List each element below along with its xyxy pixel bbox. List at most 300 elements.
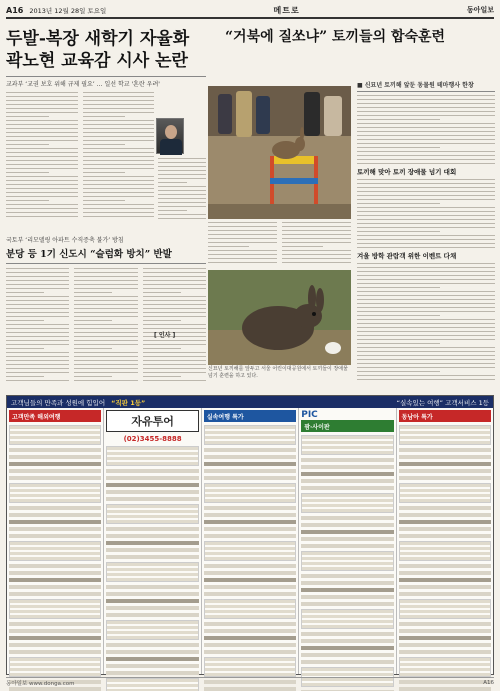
ad-text-row — [9, 455, 101, 459]
text-line — [74, 348, 112, 349]
text-line — [83, 216, 155, 217]
ad-col5-head: 동남아 특가 — [399, 410, 491, 422]
text-line — [74, 292, 112, 293]
text-line — [6, 156, 78, 157]
ad-text-row — [399, 469, 491, 473]
ad-text-row — [9, 592, 101, 596]
ad-text-row — [301, 602, 393, 606]
ad-text-row — [399, 534, 491, 538]
ad-column-5 — [397, 408, 493, 674]
sub-article-body — [6, 268, 206, 386]
ad-text-row — [399, 592, 491, 596]
text-line — [83, 148, 155, 149]
text-line — [83, 200, 126, 201]
ad-text-row — [301, 544, 393, 548]
text-line — [83, 188, 155, 189]
section-title: 메트로 — [273, 5, 300, 15]
text-line — [6, 368, 69, 369]
text-line — [357, 191, 495, 192]
ad-text-row — [9, 636, 101, 640]
advertisement-section — [6, 395, 494, 675]
text-line — [158, 182, 187, 183]
text-line — [357, 115, 495, 116]
text-line — [357, 367, 495, 368]
photo-caption: 신묘년 토끼해를 앞두고 서울 어린이대공원에서 토끼들이 장애물 넘기 훈련을 하고 있다. — [208, 366, 348, 379]
text-line — [74, 272, 137, 273]
text-line — [83, 212, 155, 213]
text-line — [158, 158, 206, 159]
text-line — [158, 186, 206, 187]
ad-text-row — [9, 571, 101, 575]
ad-text-row — [301, 588, 393, 592]
ad-text-row — [399, 636, 491, 640]
text-line — [357, 151, 495, 152]
ad-text-row — [399, 687, 491, 691]
text-line — [6, 372, 69, 373]
text-line — [208, 234, 277, 235]
ad-col5-list — [399, 425, 491, 691]
text-line — [83, 128, 155, 129]
text-line — [6, 296, 69, 297]
feature-body-top — [208, 222, 351, 266]
text-line — [6, 332, 69, 333]
feature-text-3 — [357, 263, 495, 380]
text-line — [74, 296, 137, 297]
ad-text-row — [9, 687, 101, 691]
ad-price-block — [399, 425, 491, 445]
text-line — [6, 140, 78, 141]
ad-text-row — [204, 592, 296, 596]
ad-text-row — [399, 585, 491, 589]
text-line — [83, 156, 155, 157]
text-line — [6, 316, 69, 317]
columnist-photo — [156, 118, 184, 154]
text-line — [74, 356, 137, 357]
text-line — [282, 254, 351, 255]
ad-text-row — [9, 448, 101, 452]
ad-text-row — [399, 650, 491, 654]
ad-price-block — [301, 551, 393, 571]
ad-price-block — [9, 483, 101, 503]
rabbit-jump-illustration — [208, 86, 351, 219]
ad-text-row — [106, 469, 198, 473]
ad-column-4 — [299, 408, 396, 674]
ad-price-block — [399, 541, 491, 561]
ad-price-block — [9, 541, 101, 561]
ad-text-row — [204, 455, 296, 459]
text-line — [6, 128, 78, 129]
text-line — [158, 170, 206, 171]
text-line — [6, 352, 69, 353]
text-line — [357, 187, 495, 188]
text-line — [83, 108, 155, 109]
sub-body-col-3 — [143, 268, 206, 386]
text-line — [357, 203, 440, 204]
text-line — [357, 355, 495, 356]
ad-columns — [7, 408, 493, 674]
text-line — [143, 344, 206, 345]
text-line — [357, 311, 495, 312]
text-line — [143, 292, 181, 293]
text-line — [143, 312, 206, 313]
text-line — [357, 363, 495, 364]
text-line — [357, 275, 495, 276]
ad-strip-highlight: “직판 1등” — [111, 398, 146, 407]
text-line — [6, 116, 49, 117]
page-number: A16 — [6, 5, 24, 15]
ad-price-block — [106, 562, 198, 582]
text-line — [83, 176, 155, 177]
ad-text-row — [301, 479, 393, 483]
ad-text-row — [106, 527, 198, 531]
text-line — [6, 192, 78, 193]
ad-brand-logo: 자유투어 — [106, 410, 198, 432]
ad-pic-tag: PIC — [301, 410, 318, 420]
text-line — [6, 208, 78, 209]
text-line — [357, 271, 495, 272]
text-line — [357, 143, 495, 144]
ad-text-row — [204, 527, 296, 531]
ad-column-3 — [202, 408, 299, 674]
text-line — [6, 216, 78, 217]
text-line — [6, 340, 69, 341]
ad-text-row — [399, 564, 491, 568]
ad-banner-strip — [7, 396, 493, 408]
text-line — [357, 287, 440, 288]
ad-text-row — [399, 643, 491, 647]
text-line — [357, 279, 495, 280]
feature-side-column — [357, 80, 495, 383]
ad-text-row — [204, 513, 296, 517]
ad-text-row — [301, 472, 393, 476]
ad-text-row — [9, 520, 101, 524]
text-line — [6, 272, 69, 273]
text-line — [6, 380, 69, 381]
text-line — [6, 136, 78, 137]
text-line — [282, 222, 351, 223]
text-line — [357, 295, 495, 296]
ad-text-row — [106, 585, 198, 589]
ad-col4-list — [301, 435, 393, 691]
text-line — [74, 284, 137, 285]
text-line — [6, 180, 78, 181]
ad-strip-left: 고객님들의 만족과 성원에 힘입어 — [11, 398, 106, 407]
text-line — [143, 308, 206, 309]
text-line — [357, 219, 495, 220]
text-line — [83, 116, 126, 117]
text-line — [143, 356, 206, 357]
text-line — [357, 359, 495, 360]
ad-text-row — [301, 574, 393, 578]
ad-text-row — [301, 646, 393, 650]
text-line — [158, 210, 187, 211]
text-line — [74, 276, 137, 277]
text-line — [357, 107, 495, 108]
text-line — [208, 258, 277, 259]
text-line — [143, 280, 206, 281]
text-line — [6, 196, 78, 197]
text-line — [74, 352, 137, 353]
text-line — [74, 364, 137, 365]
text-line — [6, 184, 78, 185]
ad-text-row — [301, 595, 393, 599]
text-line — [6, 292, 44, 293]
text-line — [6, 132, 78, 133]
text-line — [74, 376, 112, 377]
ad-text-row — [204, 520, 296, 524]
portrait-face — [165, 125, 177, 139]
text-line — [74, 312, 137, 313]
text-line — [74, 288, 137, 289]
ad-text-row — [106, 643, 198, 647]
text-line — [143, 364, 206, 365]
ad-text-row — [106, 599, 198, 603]
text-line — [158, 166, 206, 167]
text-line — [6, 152, 78, 153]
text-line — [6, 284, 69, 285]
text-line — [6, 172, 49, 173]
text-line — [143, 272, 206, 273]
text-line — [143, 348, 181, 349]
text-line — [357, 239, 495, 240]
ad-text-row — [204, 571, 296, 575]
ad-phone-number: (02)3455-8888 — [123, 435, 182, 443]
text-line — [143, 276, 206, 277]
ad-text-row — [9, 527, 101, 531]
ad-text-row — [204, 578, 296, 582]
text-line — [83, 112, 155, 113]
ad-strip-right: “실속있는 여행” 고객서비스 1등 — [396, 398, 489, 407]
text-line — [6, 112, 78, 113]
ad-col2-list — [106, 446, 198, 691]
text-line — [357, 227, 495, 228]
text-line — [74, 268, 137, 269]
issue-date: 2013년 12월 28일 토요일 — [29, 6, 107, 15]
text-line — [74, 308, 137, 309]
text-line — [6, 312, 69, 313]
ad-text-row — [399, 629, 491, 633]
ad-text-row — [9, 534, 101, 538]
ad-text-row — [106, 490, 198, 494]
ad-price-block — [9, 657, 101, 677]
main-subhead: 교과부 ‘교권 보호 위해 규제 필요’ … 일선 학교 '혼란 우려' — [6, 76, 206, 88]
text-line — [83, 172, 126, 173]
ad-text-row — [301, 660, 393, 664]
text-line — [74, 316, 137, 317]
text-line — [6, 288, 69, 289]
text-line — [357, 159, 495, 160]
ad-text-row — [204, 534, 296, 538]
ad-column-1 — [7, 408, 104, 674]
text-line — [357, 223, 495, 224]
top-rule — [6, 17, 494, 19]
text-line — [208, 262, 277, 263]
text-line — [357, 375, 495, 376]
text-line — [143, 328, 206, 329]
ad-text-row — [399, 455, 491, 459]
main-headline — [6, 28, 201, 72]
ad-price-block — [106, 504, 198, 524]
ad-text-row — [106, 657, 198, 661]
ad-text-row — [106, 497, 198, 501]
text-line — [282, 230, 351, 231]
ad-price-block — [399, 599, 491, 619]
text-line — [357, 331, 495, 332]
body-column-1 — [6, 92, 78, 222]
text-line — [143, 288, 206, 289]
text-line — [282, 250, 351, 251]
text-line — [6, 124, 78, 125]
feature-text-2 — [357, 179, 495, 248]
ad-text-row — [106, 671, 198, 675]
ad-text-row — [301, 581, 393, 585]
ad-price-block — [204, 483, 296, 503]
text-line — [83, 144, 126, 145]
text-line — [158, 190, 206, 191]
text-line — [83, 136, 155, 137]
feature-body-col-2 — [282, 222, 351, 266]
text-line — [143, 352, 206, 353]
brand-name: 동아일보 — [466, 6, 494, 14]
ad-text-row — [204, 622, 296, 626]
masthead — [6, 4, 494, 16]
sub-body-col-1 — [6, 268, 69, 386]
text-line — [6, 344, 69, 345]
text-line — [6, 200, 49, 201]
text-line — [357, 319, 495, 320]
ad-text-row — [301, 639, 393, 643]
text-line — [6, 276, 69, 277]
text-line — [357, 303, 495, 304]
text-line — [357, 119, 440, 120]
text-line — [357, 103, 495, 104]
ad-text-row — [399, 520, 491, 524]
text-line — [74, 372, 137, 373]
text-line — [74, 344, 137, 345]
text-line — [357, 195, 495, 196]
text-line — [357, 327, 495, 328]
ad-text-row — [9, 506, 101, 510]
text-line — [143, 268, 206, 269]
ad-col3-list — [204, 425, 296, 691]
ad-price-block — [204, 599, 296, 619]
text-line — [357, 127, 495, 128]
ad-text-row — [9, 622, 101, 626]
ad-text-row — [9, 564, 101, 568]
text-line — [357, 179, 495, 180]
rabbit-illustration — [208, 270, 351, 365]
main-article-body-cont — [158, 158, 206, 222]
text-line — [83, 120, 155, 121]
text-line — [83, 100, 155, 101]
text-line — [357, 183, 495, 184]
text-line — [6, 280, 69, 281]
text-line — [6, 188, 78, 189]
ad-price-block — [399, 657, 491, 677]
text-line — [158, 206, 206, 207]
text-line — [357, 243, 495, 244]
ad-text-row — [301, 458, 393, 462]
text-line — [6, 328, 69, 329]
ad-text-row — [106, 548, 198, 552]
text-line — [357, 371, 440, 372]
text-line — [83, 184, 155, 185]
ad-text-row — [399, 527, 491, 531]
personnel-label: [ 인사 ] — [154, 332, 176, 339]
ad-text-row — [301, 530, 393, 534]
text-line — [208, 238, 277, 239]
text-line — [74, 340, 137, 341]
text-line — [357, 231, 440, 232]
ad-text-row — [9, 462, 101, 466]
text-line — [6, 160, 78, 161]
text-line — [357, 247, 495, 248]
text-line — [6, 108, 78, 109]
body-column-3 — [158, 158, 206, 222]
ad-text-row — [204, 650, 296, 654]
text-line — [6, 148, 78, 149]
text-line — [357, 163, 495, 164]
text-line — [83, 204, 155, 205]
text-line — [208, 230, 277, 231]
text-line — [357, 267, 495, 268]
ad-col1-head: 고객만족 해외여행 — [9, 410, 101, 422]
ad-text-row — [106, 613, 198, 617]
ad-text-row — [106, 541, 198, 545]
text-line — [6, 204, 78, 205]
text-line — [282, 262, 351, 263]
ad-text-row — [106, 664, 198, 668]
ad-text-row — [9, 629, 101, 633]
text-line — [6, 308, 69, 309]
text-line — [6, 324, 69, 325]
text-line — [6, 300, 69, 301]
ad-price-block — [9, 599, 101, 619]
ad-text-row — [301, 632, 393, 636]
text-line — [143, 372, 206, 373]
main-headline-line-2: 곽노현 교육감 시사 논란 — [6, 51, 188, 71]
sub-article-kicker: 국토부 ‘리모델링 아파트 수직증축 불가’ 방침 — [6, 237, 124, 244]
text-line — [158, 202, 206, 203]
ad-text-row — [399, 513, 491, 517]
ad-text-row — [106, 483, 198, 487]
ad-text-row — [204, 462, 296, 466]
ad-text-row — [9, 643, 101, 647]
text-line — [357, 347, 495, 348]
ad-text-row — [204, 564, 296, 568]
text-line — [83, 124, 155, 125]
ad-text-row — [9, 469, 101, 473]
portrait-body — [160, 139, 182, 155]
ad-text-row — [9, 578, 101, 582]
text-line — [6, 168, 78, 169]
ad-text-row — [399, 506, 491, 510]
text-line — [6, 336, 69, 337]
text-line — [143, 320, 181, 321]
text-line — [83, 96, 155, 97]
ad-text-row — [9, 476, 101, 480]
text-line — [83, 152, 155, 153]
ad-price-block — [204, 541, 296, 561]
text-line — [74, 332, 137, 333]
text-line — [208, 226, 277, 227]
text-line — [208, 254, 277, 255]
text-line — [282, 226, 351, 227]
ad-price-block — [301, 435, 393, 455]
text-line — [208, 250, 277, 251]
ad-text-row — [9, 513, 101, 517]
text-line — [6, 376, 44, 377]
